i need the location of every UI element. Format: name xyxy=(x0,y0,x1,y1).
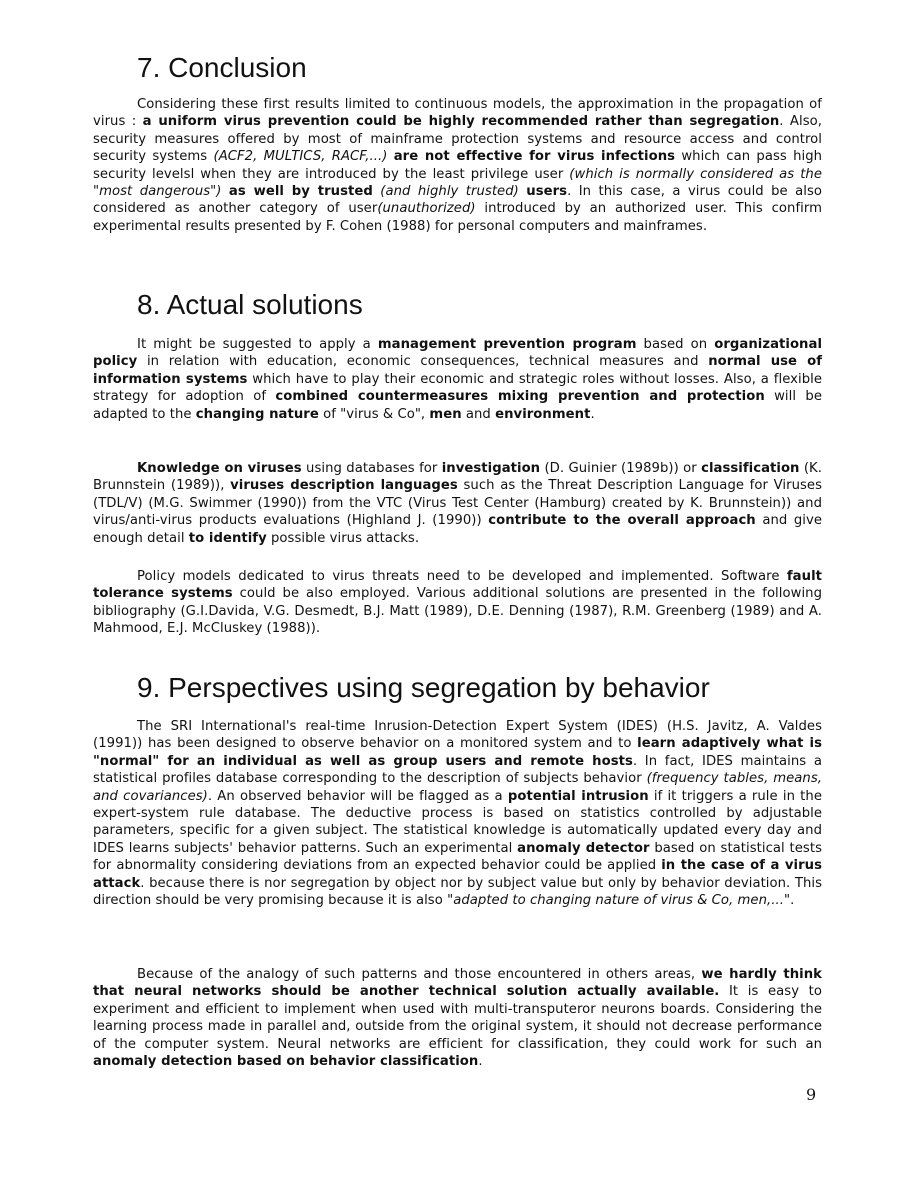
bold-text-run: potential intrusion xyxy=(507,788,649,804)
text-run: . xyxy=(590,406,595,422)
bold-text-run: classification xyxy=(701,461,800,476)
section-7-paragraph-1 xyxy=(93,96,822,235)
text-run: and give enough detail xyxy=(93,513,822,546)
bold-text-run: changing nature xyxy=(195,406,319,422)
page-number: 9 xyxy=(806,1085,817,1104)
text-run: such as the Threat Description Language for Viruses (TDL/V) (M.G. Swimmer (1990)) from the VTC (Virus Test Center (Hamburg) created by K. Brunnstein)) and virus/anti-virus products evaluations (Highland J. (1990)) xyxy=(93,478,823,529)
text-run: . In this case, a virus could be also considered as another category of user xyxy=(93,184,823,217)
text-run: possible virus attacks. xyxy=(266,530,420,546)
bold-text-run: Knowledge on viruses xyxy=(137,461,302,476)
bold-text-run: combined countermeasures mixing prevention and protection xyxy=(275,389,765,405)
text-run: . In fact, IDES maintains a statistical profiles database corresponding to the description of subjects behavior xyxy=(93,753,822,787)
bold-text-run: learn adaptively what is "normal" for an individual as well as group users and remote hosts xyxy=(93,736,822,769)
text-run: . Also, security measures offered by most of mainframe protection systems and resource access and control security systems xyxy=(93,114,822,165)
text-run: (K. Brunnstein (1989)), xyxy=(93,461,822,494)
bold-text-run: environment xyxy=(495,406,591,422)
bold-text-run: we hardly think that neural networks should be another technical solution actually available. xyxy=(93,967,823,1000)
bold-text-run: anomaly detection based on behavior classification xyxy=(93,1054,479,1070)
bold-text-run: contribute to the overall approach xyxy=(488,513,756,529)
text-run: introduced by an authorized user. This confirm experimental results presented by F. Cohen (1988) for personal computers and mainframes. xyxy=(93,201,823,234)
text-run: which have to play their economic and strategic roles without losses. Also, a flexible strategy for adoption of xyxy=(93,371,822,405)
bold-text-run: users xyxy=(526,184,568,200)
text-run: Policy models dedicated to virus threats need to be developed and implemented. Software xyxy=(137,569,787,584)
section-9-paragraph-1 xyxy=(93,718,822,909)
bold-text-run: anomaly detector xyxy=(517,840,650,856)
section-9-paragraph-2 xyxy=(93,966,822,1070)
section-7-heading: 7. Conclusion xyxy=(137,52,307,83)
text-run: (D. Guinier (1989b)) or xyxy=(540,461,702,476)
text-run: based on xyxy=(636,337,715,352)
italic-text-run: (ACF2, MULTICS, RACF,...) xyxy=(213,149,388,165)
italic-text-run: (frequency tables, means, and covariances) xyxy=(93,771,822,804)
italic-text-run: (and highly trusted) xyxy=(380,184,519,200)
text-run: if it triggers a rule in the expert-system rule database. The deductive process is based on statistics controlled by adjustable parameters, specific for a given subject. The statistical knowledge is automatically updated every day and IDES learns subjects' behavior patterns. Such an experimental xyxy=(93,788,822,856)
bold-text-run: fault tolerance systems xyxy=(93,569,822,602)
bold-text-run: organizational policy xyxy=(93,337,823,370)
italic-text-run: (unauthorized) xyxy=(377,201,476,217)
bold-text-run: men xyxy=(429,406,462,422)
bold-text-run: investigation xyxy=(441,461,541,476)
bold-text-run: as well by trusted xyxy=(228,184,373,200)
section-8-paragraph-3 xyxy=(93,568,822,638)
italic-text-run: (which is normally considered as the "most dangerous") xyxy=(93,166,822,200)
text-run: It might be suggested to apply a xyxy=(137,337,378,352)
bold-text-run: in the case of a virus attack xyxy=(93,858,822,891)
section-9-heading: 9. Perspectives using segregation by behavior xyxy=(137,672,710,703)
bold-text-run: management prevention program xyxy=(377,337,637,352)
text-run: of "virus & Co", xyxy=(318,406,430,422)
bold-text-run: a uniform virus prevention could be highly recommended rather than segregation xyxy=(142,114,780,130)
text-run: Because of the analogy of such patterns and those encountered in others areas, xyxy=(137,967,702,982)
text-run: Considering these first results limited to continuous models, the approximation in the propagation of virus : xyxy=(93,97,822,130)
italic-text-run: "adapted to changing nature of virus & Co, men,..." xyxy=(447,893,791,909)
bold-text-run: are not effective for virus infections xyxy=(393,149,676,165)
bold-text-run: to identify xyxy=(188,530,267,546)
text-run: and xyxy=(461,406,496,422)
text-run: . xyxy=(478,1054,483,1070)
text-run xyxy=(221,184,228,199)
text-run: It is easy to experiment and efficient to implement when used with multi-transputeror neurons boards. Considering the learning process made in parallel and, outside from the original system, it should not decrease performance of the computer system. Neural networks are efficient for classification, they could work for such an xyxy=(93,984,822,1052)
section-8-paragraph-2 xyxy=(93,460,822,547)
text-run: based on statistical tests for abnormality considering deviations from an expected behavior could be applied xyxy=(93,840,822,874)
text-run: . xyxy=(790,893,795,909)
text-run: will be adapted to the xyxy=(93,389,822,422)
text-run: The SRI International's real-time Inrusion-Detection Expert System (IDES) (H.S. Javitz, A. Valdes (1991)) has been designed to observe behavior on a monitored system and to xyxy=(93,719,822,752)
text-run: using databases for xyxy=(301,461,442,476)
text-run: in relation with education, economic consequences, technical measures and xyxy=(137,354,709,370)
section-8-paragraph-1 xyxy=(93,336,822,423)
bold-text-run: viruses description languages xyxy=(230,478,458,494)
section-8-heading: 8. Actual solutions xyxy=(137,289,363,320)
bold-text-run: normal use of information systems xyxy=(93,354,822,387)
text-run: could be also employed. Various additional solutions are presented in the following bibliography (G.I.Davida, V.G. Desmedt, B.J. Matt (1989), D.E. Denning (1987), R.M. Greenberg (1989) and A. Mahmood, E.J. McCluskey (1988)). xyxy=(93,586,822,637)
text-run: . An observed behavior will be flagged as a xyxy=(207,788,508,804)
text-run: which can pass high security levelsl when they are introduced by the least privilege user xyxy=(93,149,823,182)
text-run: . because there is nor segregation by object nor by subject value but only by behavior deviation. This direction should be very promising because it is also xyxy=(93,875,822,909)
